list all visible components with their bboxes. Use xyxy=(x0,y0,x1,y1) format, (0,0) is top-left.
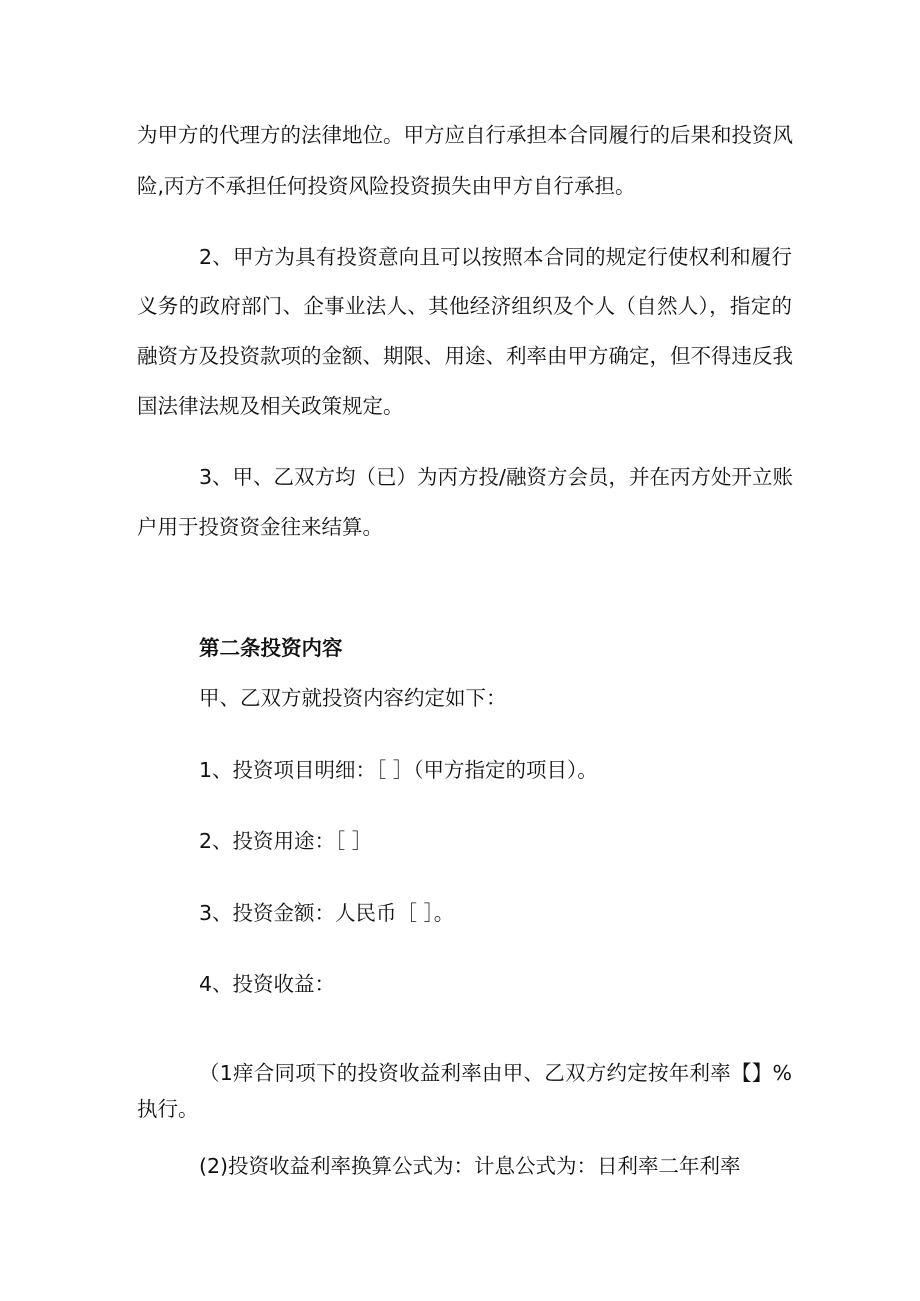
sub-item-1-line-1: （1痒合同项下的投资收益利率由甲、乙双方约定按年利率【】% xyxy=(199,1061,792,1085)
investment-item-2: 2、投资用途：［ ］ xyxy=(199,829,373,853)
paragraph-2-line-4: 国法律法规及相关政策规定。 xyxy=(137,394,404,418)
paragraph-1-line-1: 为甲方的代理方的法律地位。甲方应自行承担本合同履行的后果和投资风 xyxy=(137,123,793,147)
sub-item-2: (2)投资收益利率换算公式为：计息公式为：日利率二年利率 xyxy=(199,1154,741,1178)
investment-item-1: 1、投资项目明细：［ ］（甲方指定的项目）。 xyxy=(199,758,598,782)
paragraph-3-line-1: 3、甲、乙双方均（已）为丙方投/融资方会员，并在丙方处开立账 xyxy=(199,465,793,489)
paragraph-3-line-2: 户用于投资资金往来结算。 xyxy=(137,515,383,539)
paragraph-2-line-2: 义务的政府部门、企事业法人、其他经济组织及个人（自然人），指定的 xyxy=(137,294,792,318)
section-2-intro: 甲、乙双方就投资内容约定如下： xyxy=(199,686,507,710)
investment-item-4: 4、投资收益： xyxy=(199,972,336,996)
section-2-heading: 第二条投资内容 xyxy=(199,636,343,660)
investment-item-3: 3、投资金额：人民币［ ］。 xyxy=(199,901,455,925)
paragraph-2-line-1: 2、甲方为具有投资意向且可以按照本合同的规定行使权利和履行 xyxy=(199,245,792,269)
paragraph-1-line-2: 险,丙方不承担任何投资风险投资损失由甲方自行承担。 xyxy=(137,174,636,198)
sub-item-1-line-2: 执行。 xyxy=(137,1097,199,1121)
paragraph-2-line-3: 融资方及投资款项的金额、期限、用途、利率由甲方确定，但不得违反我 xyxy=(137,344,793,368)
